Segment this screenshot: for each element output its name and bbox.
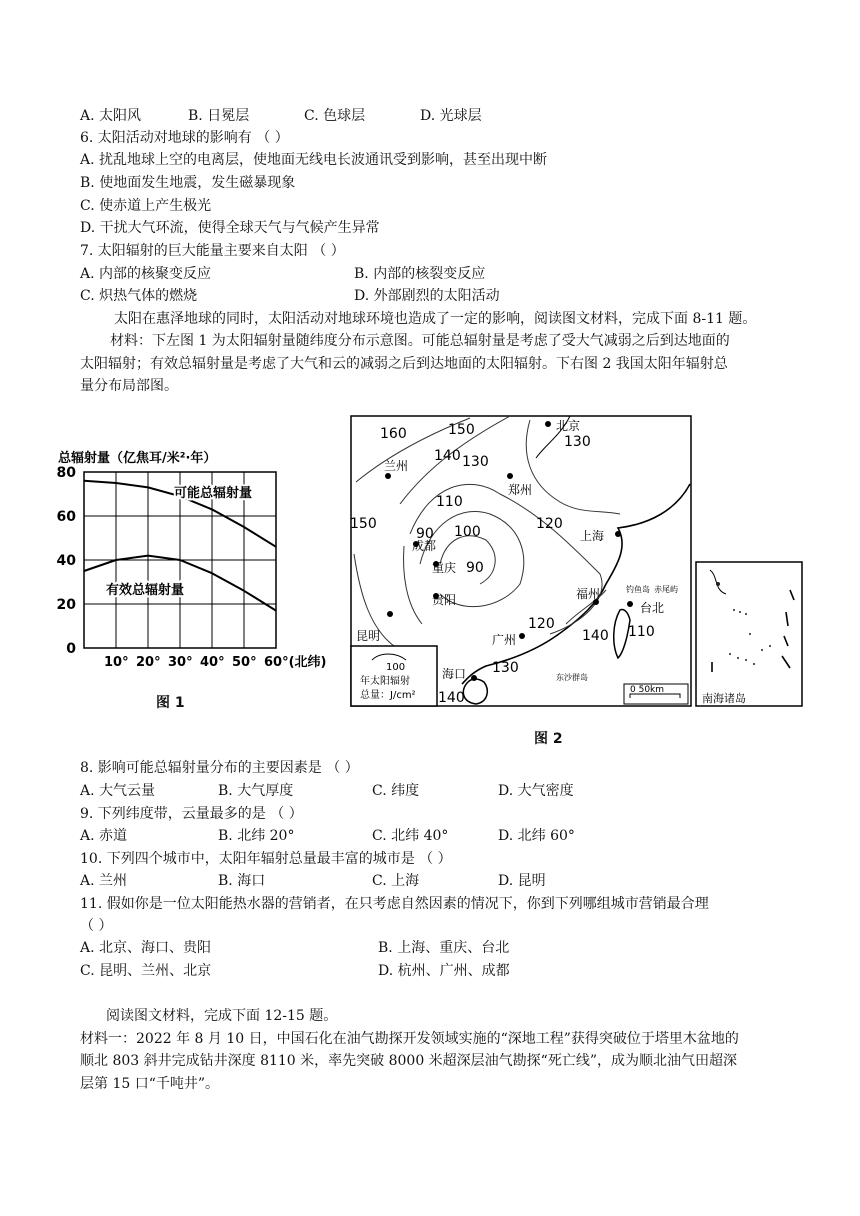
contour-value: 100 (454, 524, 481, 540)
q5-option-d: D. 光球层 (420, 108, 482, 124)
city-label: 昆明 (356, 629, 381, 643)
q9-stem: 9. 下列纬度带，云量最多的是 （ ） (80, 806, 303, 822)
q6-option-d: D. 干扰大气环流，使得全球天气与气候产生异常 (80, 220, 380, 236)
city-label: 上海 (580, 529, 605, 543)
city-dot (519, 633, 525, 639)
contour-value: 150 (448, 422, 475, 438)
contour-value: 110 (628, 624, 655, 640)
city-label: 台北 (640, 601, 665, 615)
contour-value: 150 (350, 516, 377, 532)
q8-stem: 8. 影响可能总辐射量分布的主要因素是 （ ） (80, 760, 359, 776)
contour-value: 90 (416, 526, 434, 542)
contour-value: 120 (536, 516, 563, 532)
q7-option-a: A. 内部的核聚变反应 (80, 266, 212, 282)
city-dot (507, 473, 513, 479)
city-dot (545, 421, 551, 427)
x-tick-label: 30° (168, 655, 193, 670)
scale-bar: 0 50km (630, 685, 665, 695)
city-label: 海口 (442, 667, 467, 681)
city-label: 重庆 (432, 561, 457, 575)
city-label: 贵阳 (432, 593, 457, 607)
q11-option-b: B. 上海、重庆、台北 (378, 940, 510, 956)
city-dot (385, 473, 391, 479)
q8-option-c: C. 纬度 (372, 783, 420, 799)
contour-value: 130 (492, 660, 519, 676)
q11-option-d: D. 杭州、广州、成都 (378, 963, 510, 979)
q9-option-d: D. 北纬 60° (498, 828, 575, 844)
q6-option-b: B. 使地面发生地震，发生磁暴现象 (80, 175, 296, 191)
city-label: 郑州 (508, 483, 533, 497)
q7-stem: 7. 太阳辐射的巨大能量主要来自太阳 （ ） (80, 243, 345, 259)
y-tick-label: 60 (56, 509, 76, 525)
contour-value: 130 (564, 434, 591, 450)
q10-option-a: A. 兰州 (80, 873, 128, 889)
x-tick-label: 40° (200, 655, 225, 670)
q5-option-b: B. 日冕层 (188, 108, 250, 124)
q9-option-a: A. 赤道 (80, 828, 128, 844)
q7-option-b: B. 内部的核裂变反应 (354, 266, 486, 282)
q10-option-c: C. 上海 (372, 873, 420, 889)
figure-1-caption: 图 1 (156, 695, 185, 711)
contour-value: 140 (434, 448, 461, 464)
q10-option-d: D. 昆明 (498, 873, 546, 889)
legend-value: 100 (386, 662, 406, 673)
material-2-line-1: 材料一：2022 年 8 月 10 日，中国石化在油气勘探开发领域实施的“深地工程”获得突破位于塔里木盆地的 (80, 1031, 739, 1047)
q7-option-c: C. 炽热气体的燃烧 (80, 288, 198, 304)
city-dot (615, 531, 621, 537)
q6-stem: 6. 太阳活动对地球的影响有 （ ） (80, 130, 289, 146)
q8-option-d: D. 大气密度 (498, 783, 574, 799)
x-tick-label: 50° (232, 655, 257, 670)
city-dot (471, 675, 477, 681)
city-label: 北京 (556, 419, 581, 433)
q5-option-a: A. 太阳风 (80, 108, 142, 124)
contour-value: 120 (528, 616, 555, 632)
city-dot (627, 601, 633, 607)
q10-option-b: B. 海口 (218, 873, 266, 889)
chart-ylabel: 总辐射量（亿焦耳/米²·年） (58, 451, 217, 466)
x-tick-label: 20° (136, 655, 161, 670)
figure-2-caption: 图 2 (534, 731, 563, 747)
figure-1-chart (52, 440, 342, 672)
contour-value: 140 (438, 690, 465, 706)
city-label: 成都 (412, 539, 437, 553)
x-tick-label: 60°(北纬) (264, 655, 327, 670)
contour-value: 140 (582, 628, 609, 644)
contour-value: 130 (462, 454, 489, 470)
q5-option-c: C. 色球层 (304, 108, 366, 124)
q6-option-a: A. 扰乱地球上空的电离层，使地面无线电长波通讯受到影响，甚至出现中断 (80, 152, 548, 168)
island-label: 东沙群岛 (556, 673, 588, 682)
contour-value: 110 (436, 494, 463, 510)
q11-option-a: A. 北京、海口、贵阳 (80, 940, 212, 956)
q8-option-a: A. 大气云量 (80, 783, 156, 799)
q6-option-c: C. 使赤道上产生极光 (80, 198, 212, 214)
series-label-effective: 有效总辐射量 (106, 583, 185, 598)
material-1-line-1: 材料：下左图 1 为太阳辐射量随纬度分布示意图。可能总辐射量是考虑了受大气减弱之后到达地面的 (110, 333, 730, 349)
y-tick-label: 40 (56, 553, 76, 569)
legend-text-1: 年太阳辐射 (360, 676, 410, 687)
contour-value: 160 (380, 426, 407, 442)
island-label: 赤尾屿 (654, 585, 678, 594)
section-intro-8-11: 太阳在惠泽地球的同时，太阳活动对地球环境也造成了一定的影响，阅读图文材料，完成下面 8-11 题。 (114, 311, 757, 327)
q11-paren: （ ） (80, 918, 113, 934)
inset-label: 南海诸岛 (702, 692, 746, 705)
q11-stem: 11. 假如你是一位太阳能热水器的营销者，在只考虑自然因素的情况下，你到下列哪组城市营销最合理 (80, 896, 709, 912)
q10-stem: 10. 下列四个城市中，太阳年辐射总量最丰富的城市是 （ ） (80, 851, 452, 867)
city-dot (387, 611, 393, 617)
material-1-line-3: 量分布局部图。 (80, 378, 178, 394)
material-1-line-2: 太阳辐射；有效总辐射量是考虑了大气和云的减弱之后到达地面的太阳辐射。下右图 2 我国太阳年辐射总 (80, 356, 728, 372)
q8-option-b: B. 大气厚度 (218, 783, 294, 799)
material-2-line-2: 顺北 803 斜井完成钻井深度 8110 米，率先突破 8000 米超深层油气勘探“死亡线”，成为顺北油气田超深 (80, 1053, 737, 1069)
city-label: 兰州 (384, 459, 409, 473)
x-tick-label: 10° (104, 655, 129, 670)
contour-value: 90 (466, 560, 484, 576)
q9-option-b: B. 北纬 20° (218, 828, 295, 844)
q9-option-c: C. 北纬 40° (372, 828, 449, 844)
figure-2-map (350, 414, 810, 710)
city-label: 广州 (492, 633, 517, 647)
series-label-possible: 可能总辐射量 (174, 486, 253, 501)
y-tick-label: 0 (66, 641, 76, 657)
y-tick-label: 80 (56, 465, 76, 481)
y-tick-label: 20 (56, 597, 76, 613)
city-label: 福州 (576, 587, 601, 601)
q7-option-d: D. 外部剧烈的太阳活动 (354, 288, 500, 304)
material-2-line-3: 层第 15 口“千吨井”。 (80, 1076, 220, 1092)
island-label: 钓鱼岛 (626, 585, 650, 594)
q11-option-c: C. 昆明、兰州、北京 (80, 963, 212, 979)
section-intro-12-15: 阅读图文材料，完成下面 12-15 题。 (106, 1008, 338, 1024)
legend-text-2: 总量：J/cm² (360, 690, 416, 701)
